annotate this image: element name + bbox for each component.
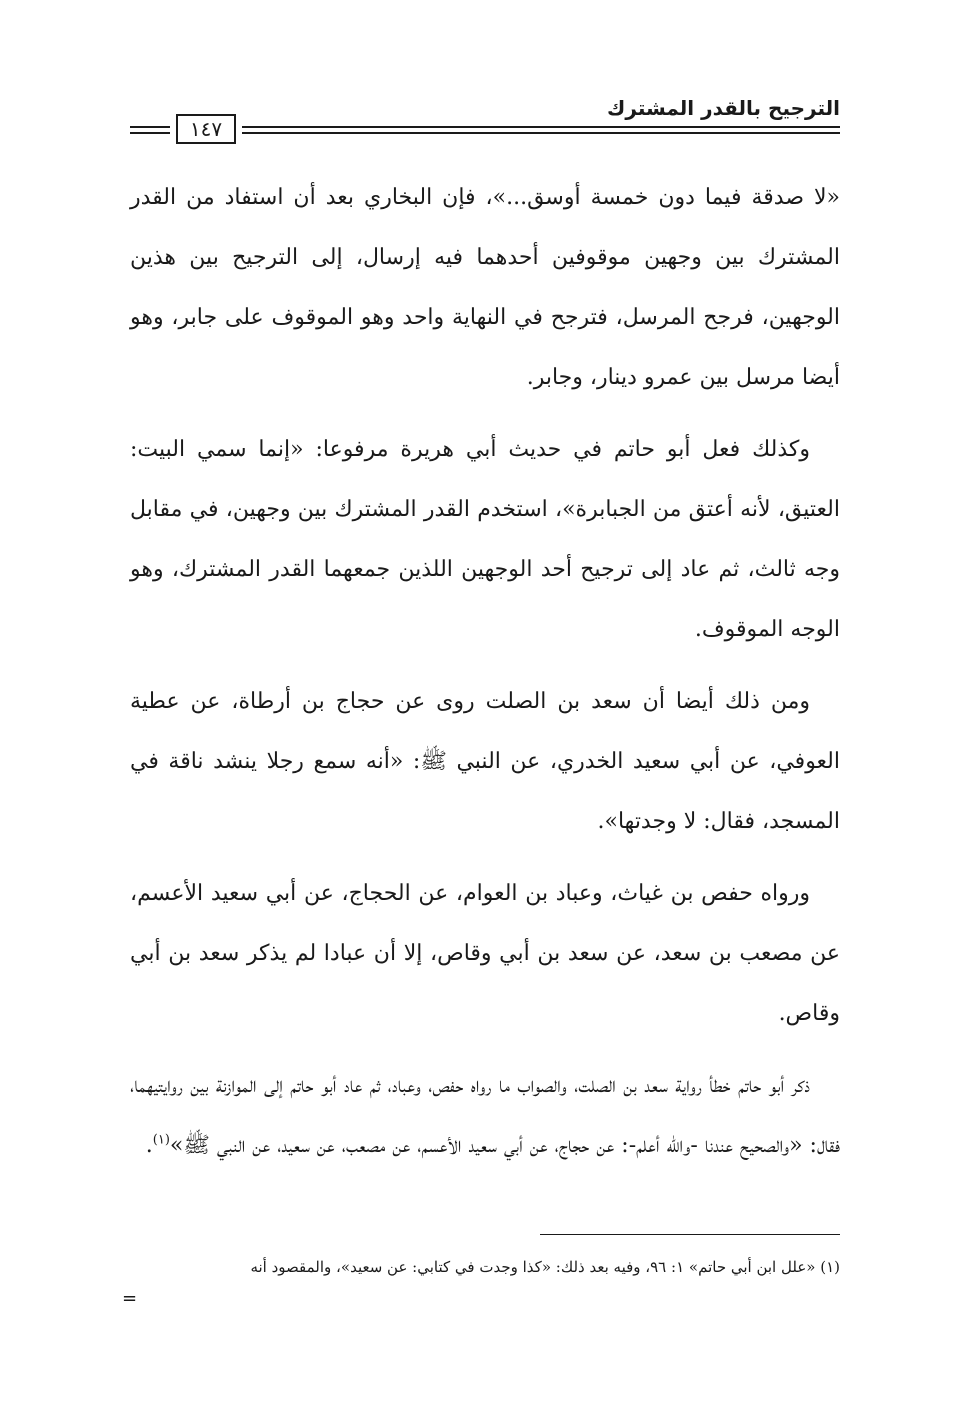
paragraph-text: ورواه حفص بن غياث، وعباد بن العوام، عن الحجاج، عن أبي سعيد الأعسم، عن مصعب بن سعد، عن سعد بن أبي وقاص، إلا أن عبادا لم يذكر سعد بن أبي وقاص.	[130, 881, 840, 1026]
paragraph-text: «لا صدقة فيما دون خمسة أوسق...»، فإن البخاري بعد أن استفاد من القدر المشترك بين وجهين موقوفين أحدهما فيه إرسال، إلى الترجيح بين هذين الوجهين، فرجح المرسل، فترجح في النهاية واحد وهو الموقوف على جابر، وهو أيضا مرسل بين عمرو دينار، وجابر.	[130, 185, 840, 390]
footnote-reference[interactable]: (١)	[152, 1132, 170, 1148]
paragraph-text: ذكر أبو حاتم خطأ رواية سعد بن الصلت، والصواب ما رواه حفص، وعباد، ثم عاد أبو حاتم إلى الموازنة بين روايتيهما، فقال: «والصحيح عندنا -والله أعلم-: عن حجاج، عن أبي سعيد الأعسم، عن مصعب، عن سعيد، عن النبي ﷺ»	[130, 1073, 840, 1158]
page-number: ١٤٧	[176, 114, 236, 144]
footnote-separator	[540, 1234, 840, 1235]
paragraph-text: وكذلك فعل أبو حاتم في حديث أبي هريرة مرفوعا: «إنما سمي البيت: العتيق، لأنه أعتق من الجبابرة»، استخدم القدر المشترك بين وجهين، في مقابل وجه ثالث، ثم عاد إلى ترجيح أحد الوجهين اللذين جمعهما القدر المشترك، وهو الوجه الموقوف.	[130, 437, 840, 642]
running-title: الترجيح بالقدر المشترك	[607, 96, 840, 120]
footnote: (١) «علل ابن أبي حاتم» ١: ٩٦، وفيه بعد ذلك: «كذا وجدت في كتابي: عن سعيد»، والمقصود أنه	[250, 1258, 840, 1276]
header-rule	[242, 126, 840, 134]
paragraph: ذكر أبو حاتم خطأ رواية سعد بن الصلت، والصواب ما رواه حفص، وعباد، ثم عاد أبو حاتم إلى الموازنة بين روايتيهما، فقال: «والصحيح عندنا -والله أعلم-: عن حجاج، عن أبي سعيد الأعسم، عن مصعب، عن سعيد، عن النبي ﷺ»$^{(١)}$.	[130, 1073, 840, 1158]
page-header	[130, 96, 840, 152]
footnote-continuation-mark: =	[122, 1288, 138, 1309]
paragraph	[130, 672, 840, 852]
paragraph	[130, 420, 840, 660]
paragraph	[130, 168, 840, 408]
paragraph-text: ومن ذلك أيضا أن سعد بن الصلت روى عن حجاج بن أرطاة، عن عطية العوفي، عن أبي سعيد الخدري، عن النبي ﷺ: «أنه سمع رجلا ينشد ناقة في المسجد، فقال: لا وجدتها».	[130, 689, 840, 834]
main-text	[130, 168, 840, 1188]
header-rule-short	[130, 126, 170, 134]
paragraph	[130, 864, 840, 1044]
